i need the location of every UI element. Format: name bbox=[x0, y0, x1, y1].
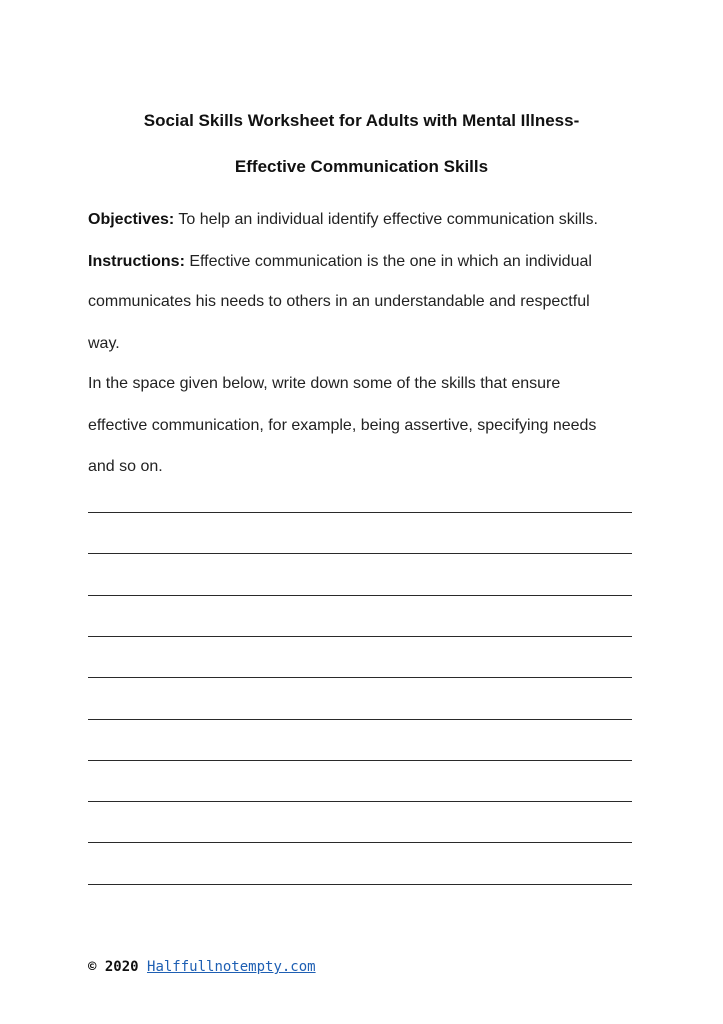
answer-line[interactable] bbox=[88, 801, 632, 802]
objectives-paragraph bbox=[88, 211, 648, 229]
prompt-text-2: effective communication, for example, being assertive, specifying needs bbox=[88, 417, 597, 434]
objectives-label: Objectives: bbox=[88, 211, 175, 228]
worksheet-title: Social Skills Worksheet for Adults with Mental Illness- bbox=[143, 111, 580, 130]
answer-line[interactable] bbox=[88, 884, 632, 885]
answer-line[interactable] bbox=[88, 512, 632, 513]
answer-line[interactable] bbox=[88, 677, 632, 678]
answer-line[interactable] bbox=[88, 595, 632, 596]
prompt-text-1: In the space given below, write down some of the skills that ensure bbox=[88, 375, 561, 392]
copyright-text: © 2020 bbox=[88, 959, 139, 975]
answer-line[interactable] bbox=[88, 842, 632, 843]
objectives-text: To help an individual identify effective communication skills. bbox=[174, 211, 598, 228]
instructions-text-3: way. bbox=[88, 335, 120, 352]
instructions-text-2: communicates his needs to others in an understandable and respectful bbox=[88, 293, 590, 310]
footer bbox=[88, 959, 316, 975]
instructions-paragraph bbox=[88, 253, 648, 271]
instructions-text-1: Effective communication is the one in which an individual bbox=[184, 253, 592, 270]
answer-line[interactable] bbox=[88, 636, 632, 637]
answer-line[interactable] bbox=[88, 760, 632, 761]
answer-line[interactable] bbox=[88, 719, 632, 720]
website-link[interactable]: Halffullnotempty.com bbox=[147, 959, 316, 975]
instructions-label: Instructions: bbox=[88, 253, 185, 270]
answer-line[interactable] bbox=[88, 553, 632, 554]
worksheet-subtitle: Effective Communication Skills bbox=[234, 157, 489, 176]
prompt-text-3: and so on. bbox=[88, 458, 163, 475]
